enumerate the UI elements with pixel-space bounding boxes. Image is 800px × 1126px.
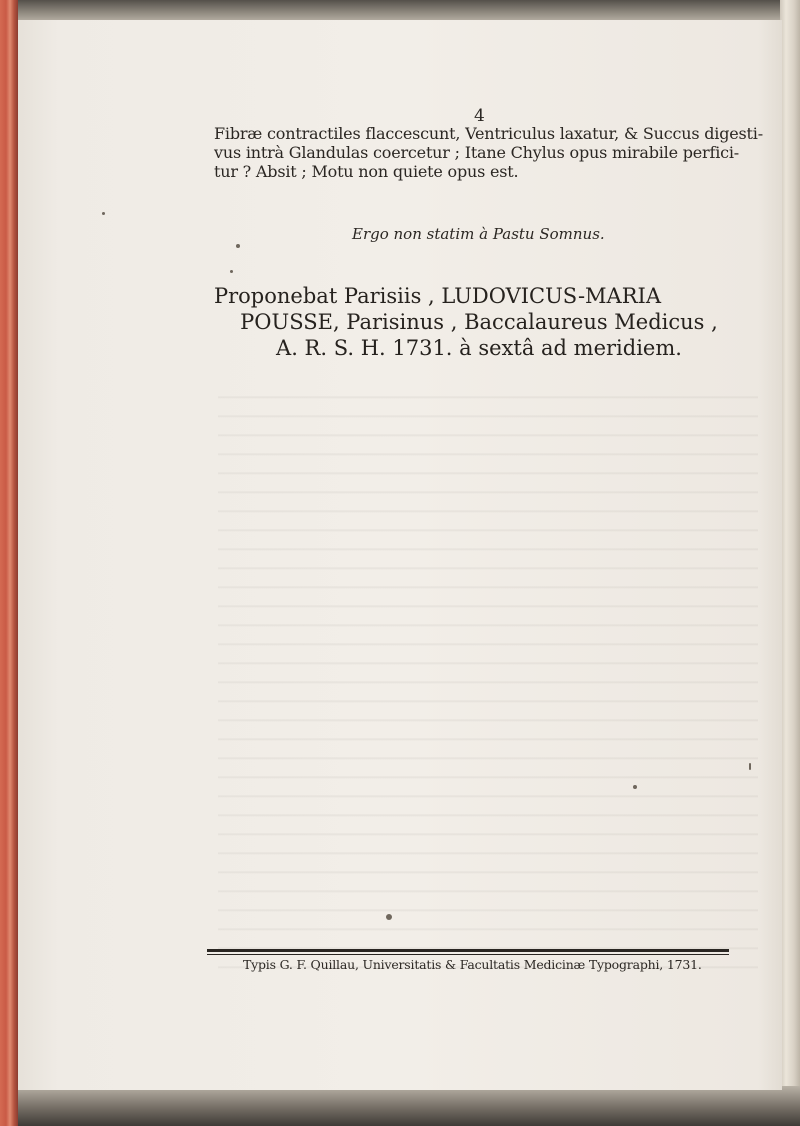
- body-line: Fibræ contractiles flaccescunt, Ventriculus laxatur, & Succus digesti-: [214, 124, 763, 143]
- body-paragraph: [214, 124, 763, 181]
- show-through-bleed: [218, 380, 758, 980]
- paper-speck: [230, 270, 233, 273]
- page-number: 4: [474, 106, 485, 126]
- conclusion-line: Ergo non statim à Pastu Somnus.: [352, 225, 605, 243]
- imprint-rule-thick: [207, 949, 729, 952]
- proponebat-line: POUSSE, Parisinus , Baccalaureus Medicus ,: [240, 310, 718, 334]
- body-line: tur ? Absit ; Motu non quiete opus est.: [214, 162, 519, 181]
- top-page-edge: [0, 0, 800, 22]
- body-line: vus intrà Glandulas coercetur ; Itane Chylus opus mirabile perfici-: [214, 143, 740, 162]
- binding-edge: [0, 0, 18, 1126]
- paper-speck: [386, 914, 392, 920]
- right-page-edge: [780, 0, 800, 1126]
- bottom-page-edge: [0, 1086, 800, 1126]
- paper-speck: [102, 212, 105, 215]
- proponebat-line: Proponebat Parisiis , LUDOVICUS-MARIA: [214, 284, 661, 308]
- paper-speck: [749, 763, 751, 770]
- paper-speck: [633, 785, 637, 789]
- paper-speck: [236, 244, 240, 248]
- printer-imprint: Typis G. F. Quillau, Universitatis & Facultatis Medicinæ Typographi, 1731.: [243, 957, 702, 972]
- proponebat-line: A. R. S. H. 1731. à sextâ ad meridiem.: [276, 336, 682, 360]
- imprint-rule-thin: [207, 954, 729, 955]
- proponebat-block: [214, 283, 744, 361]
